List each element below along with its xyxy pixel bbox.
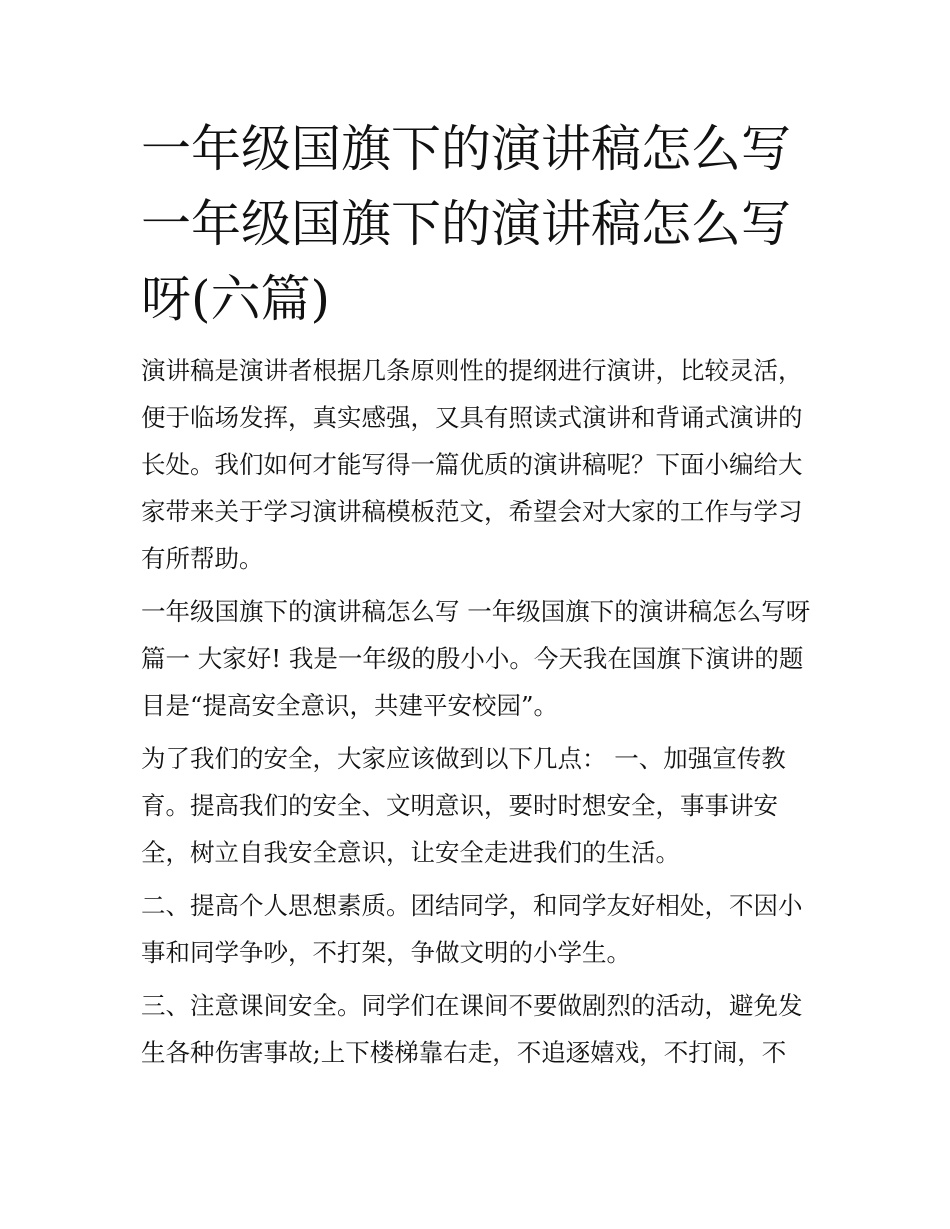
body-paragraph-4: 三、注意课间安全。同学们在课间不要做剧烈的活动，避免发生各种伤害事故;上下楼梯靠右走，不追逐嬉戏，不打闹，不 [141, 991, 803, 1067]
body-paragraph-1: 一年级国旗下的演讲稿怎么写 一年级国旗下的演讲稿怎么写呀篇一 大家好! 我是一年级的殷小小。今天我在国旗下演讲的题目是“提高安全意识，共建平安校园”。 [141, 597, 811, 720]
body-paragraph-2: 为了我们的安全，大家应该做到以下几点： 一、加强宣传教育。提高我们的安全、文明意识，要时时想安全，事事讲安全，树立自我安全意识，让安全走进我们的生活。 [141, 744, 786, 867]
document-page [141, 112, 821, 1076]
body-paragraph-3: 二、提高个人思想素质。团结同学，和同学友好相处，不因小事和同学争吵，不打架，争做文明的小学生。 [141, 891, 803, 967]
intro-paragraph: 演讲稿是演讲者根据几条原则性的提纲进行演讲，比较灵活，便于临场发挥，真实感强，又具有照读式演讲和背诵式演讲的长处。我们如何才能写得一篇优质的演讲稿呢？下面小编给大家带来关于学习演讲稿模板范文，希望会对大家的工作与学习有所帮助。 [141, 356, 803, 573]
document-title: 一年级国旗下的演讲稿怎么写 一年级国旗下的演讲稿怎么写呀(六篇) [141, 120, 791, 328]
